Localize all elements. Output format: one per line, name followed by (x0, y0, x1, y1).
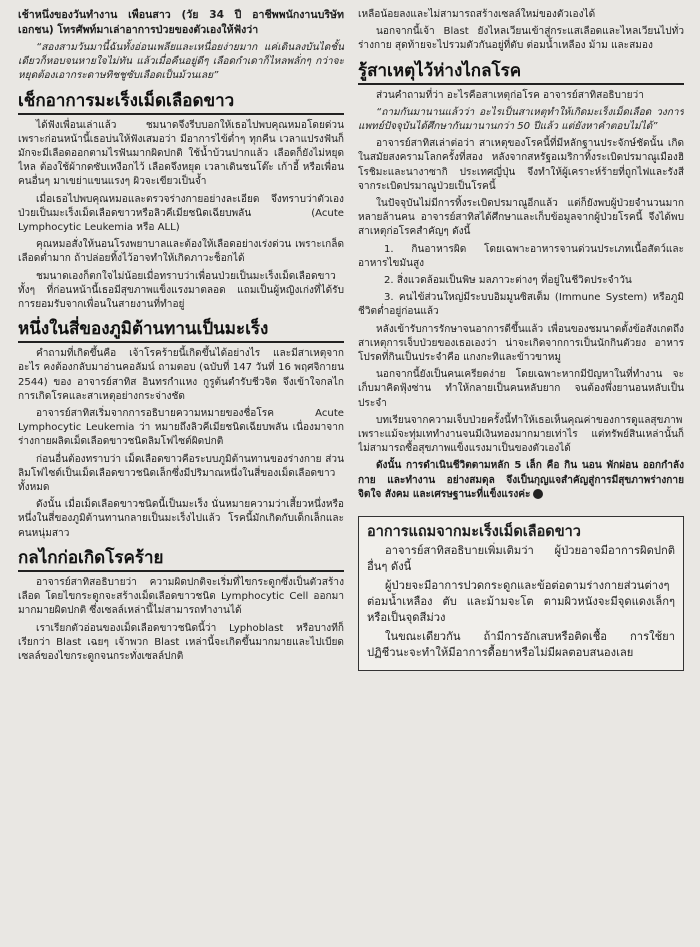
list-item: 3. คนไข้ส่วนใหญ่มีระบบอิมมูนซิสเต็ม (Immune System) หรือภูมิชีวิตต่ำอยู่ก่อนแล้ว (358, 292, 684, 318)
paragraph: หลังเข้ารับการรักษาจนอาการดีขึ้นแล้ว เพื่อนของชมนาดตั้งข้อสังเกตถึงสาเหตุการเจ็บป่วยของเธอเองว่า น่าจะเกิดจากการเป็นนักกินตัวยง อาหารโปรดที่กินเป็นประจำคือ แกงกะทิและข้าวขาหมู (358, 323, 684, 364)
continuation-text: เหลือน้อยลงและไม่สามารถสร้างเซลล์ใหม่ของตัวเองได้ (358, 9, 596, 20)
paragraph: เมื่อเธอไปพบคุณหมอและตรวจร่างกายอย่างละเอียด จึงทราบว่าตัวเองป่วยเป็นมะเร็งเม็ดเลือดขาวหรือลิวคีเมียชนิดเฉียบพลัน (Acute Lymphocytic Leukemia หรือ ALL) (18, 193, 344, 234)
paragraph: อาจารย์สาทิสอธิบายว่า ความผิดปกติจะเริ่มที่ไขกระดูกซึ่งเป็นตัวสร้างเลือด โดยไขกระดูกจะสร้างเม็ดเลือดขาวชนิด Lymphocytic Cell ออกมามากมายผิดปกติ ซึ่งเซลล์เหล่านี้ไม่สามารถทำงานได้ (18, 576, 344, 617)
left-column (18, 8, 344, 947)
sidebar-paragraph: ในขณะเดียวกัน ถ้ามีการอักเสบหรือติดเชื้อ การใช้ยาปฏิชีวนะจะทำให้มีอาการดื้อยาหรือไม่มีผลตอบสนองเลย (367, 630, 675, 660)
sidebar-paragraph: อาจารย์สาทิสอธิบายเพิ่มเติมว่า ผู้ป่วยอาจมีอาการผิดปกติอื่นๆ ดังนี้ (367, 544, 675, 574)
section-heading-mechanism: กลไกก่อเกิดโรคร้าย (18, 548, 344, 572)
section-heading-immunity: หนึ่งในสี่ของภูมิต้านทานเป็นมะเร็ง (18, 319, 344, 343)
end-mark-icon (533, 489, 543, 499)
paragraph: คุณหมอสั่งให้นอนโรงพยาบาลและต้องให้เลือดอย่างเร่งด่วน เพราะเกล็ดเลือดต่ำมาก ถ้าปล่อยทิ้งไว้อาจทำให้เกิดภาวะช็อกได้ (18, 239, 344, 265)
section-heading-symptoms: เช็กอาการมะเร็งเม็ดเลือดขาว (18, 91, 344, 115)
paragraph: เราเรียกตัวอ่อนของเม็ดเลือดขาวชนิดนี้ว่า Lyphoblast หรือบางทีก็เรียกว่า Blast เฉยๆ เจ้าพวก Blast เหล่านี้จะเกิดขึ้นมากมายและไปเบียดเซลล์ของไขกระดูกจนกระทั่งเซลล์ปกติ (18, 622, 344, 662)
intro-lead: เช้าหนึ่งของวันทำงาน เพื่อนสาว (วัย 34 ปี อาชีพพนักงานบริษัทเอกชน) โทรศัพท์มาเล่าอาการป่วยของตัวเองให้ฟังว่า (18, 9, 344, 36)
paragraph: ชมนาดเองก็ตกใจไม่น้อยเมื่อทราบว่าเพื่อนป่วยเป็นมะเร็งเม็ดเลือดขาว ทั้งๆ ที่ก่อนหน้านี้เธอมีสุขภาพแข็งแรงมาตลอด แถมเป็นผู้หญิงเก่งที่ได้รับการยอมรับจากเพื่อนในสายงานที่ทำอยู่ (18, 270, 344, 311)
causes-list (358, 243, 684, 320)
list-item: 2. สิ่งแวดล้อมเป็นพิษ มลภาวะต่างๆ ที่อยู่ในชีวิตประจำวัน (384, 275, 632, 287)
paragraph: อาจารย์สาทิสเล่าต่อว่า สาเหตุของโรคนี้ที่มีหลักฐานประจักษ์ชัดนั้น เกิดในสมัยสงครามโลกครั้งที่สอง หลังจากสหรัฐอเมริกาทิ้งระเบิดปรมาณูเมืองฮิโรชิมะและนางาซากิ ประเทศญี่ปุ่น จึงทำให้ผู้เคราะห์ร้ายที่ถูกไฟและรังสีจากระเบิดปรมาณูป่วยเป็นโรคนี้ (358, 138, 684, 192)
paragraph: อาจารย์สาทิสเริ่มจากการอธิบายความหมายของชื่อโรค Acute Lymphocytic Leukemia ว่า หมายถึงลิวคีเมียชนิดเฉียบพลัน เนื่องมาจากร่างกายผลิตเม็ดเลือดขาวชนิดลิมโฟไซต์ผิดปกติ (18, 408, 344, 448)
paragraph: บทเรียนจากความเจ็บป่วยครั้งนี้ทำให้เธอเห็นคุณค่าของการดูแลสุขภาพ เพราะแม้จะทุ่มเททำงานจนมีเงินทองมากมายเท่าไร แต่ทรัพย์สินเหล่านั้นก็ไม่สามารถซื้อสุขภาพแข็งแรงมาเป็นของตัวเองได้ (358, 414, 684, 455)
closing-text: ดังนั้น การดำเนินชีวิตตามหลัก 5 เล็ก คือ กิน นอน พักผ่อน ออกกำลังกาย และทำงาน อย่างสมดุล จึงเป็นกุญแจสำคัญสู่การมีสุขภาพร่างกาย จิตใจ สังคม และเศรษฐานะที่แข็งแรงค่ะ (358, 460, 684, 500)
paragraph: คำถามที่เกิดขึ้นคือ เจ้าโรคร้ายนี้เกิดขึ้นได้อย่างไร และมีสาเหตุจากอะไร คงต้องกลับมาอ่านคอลัมน์ ถามตอบ (ฉบับที่ 147 วันที่ 16 พฤศจิกายน 2544) ของ อาจารย์สาทิส อินทรกำแหง กูรูต้นตำรับชีวจิต จึงเข้าใจกลไกการเกิดโรคและสาเหตุอย่างกระจ่างชัด (18, 348, 344, 402)
closing-paragraph (358, 459, 684, 502)
intro-quote: “สองสามวันมานี้ฉันทั้งอ่อนเพลียและเหนื่อยง่ายมาก แค่เดินลงบันไดชั้นเดียวก็หอบจนหายใจไม่ทัน แล้วเมื่อคืนอยู่ดีๆ เลือดกำเดาก็ไหลพลั่กๆ กว่าจะหยุดต้องเอากระดาษทิชชูซับเลือดเป็นม้วนเลย” (18, 42, 344, 82)
paragraph: ก่อนอื่นต้องทราบว่า เม็ดเลือดขาวคือระบบภูมิต้านทานของร่างกาย ส่วนลิมโฟไซต์เป็นเม็ดเลือดขาวชนิดเล็กซึ่งมีปริมาณหนึ่งในสี่ของเม็ดเลือดขาวทั้งหมด (18, 453, 344, 494)
right-column (358, 8, 684, 947)
paragraph: นอกจากนี้ยังเป็นคนเครียดง่าย โดยเฉพาะหากมีปัญหาในที่ทำงาน จะเก็บมาคิดฟุ้งซ่าน ทำให้กลายเป็นคนหลับยาก จนต้องพึ่งยานอนหลับเป็นประจำ (358, 369, 684, 409)
list-item: 1. กินอาหารผิด โดยเฉพาะอาหารจานด่วนประเภทเนื้อสัตว์และอาหารไขมันสูง (358, 243, 684, 269)
sidebar-box (358, 516, 684, 671)
paragraph: ในปัจจุบันไม่มีการทิ้งระเบิดปรมาณูอีกแล้ว แต่ก็ยังพบผู้ป่วยจำนวนมากหลายล้านคน อาจารย์สาทิสได้ศึกษาและเก็บข้อมูลจากผู้ป่วยโรคนี้ จึงได้พบสาเหตุก่อโรคสำคัญๆ ดังนี้ (358, 198, 684, 238)
section-heading-causes: รู้สาเหตุไว้ห่างไกลโรค (358, 61, 684, 85)
paragraph: ดังนั้น เมื่อเม็ดเลือดขาวชนิดนี้เป็นมะเร็ง นั่นหมายความว่าเสี้ยวหนึ่งหรือหนึ่งในสี่ของภูมิต้านทานกลายเป็นมะเร็งไปแล้ว โรคนี้มักเกิดกับเด็กเล็กและคนหนุ่มสาว (18, 499, 344, 539)
paragraph: ส่วนคำถามที่ว่า อะไรคือสาเหตุก่อโรค อาจารย์สาทิสอธิบายว่า (376, 89, 644, 101)
sidebar-paragraph: ผู้ป่วยจะมีอาการปวดกระดูกและข้อต่อตามร่างกายส่วนต่างๆ ต่อมน้ำเหลือง ตับ และม้ามจะโต ตามผิวหนังจะมีจุดแดงเล็กๆ หรือเป็นจุดสีม่วง (367, 579, 675, 625)
pull-quote: “ถามกันมานานแล้วว่า อะไรเป็นสาเหตุทำให้เกิดมะเร็งเม็ดเลือด วงการแพทย์ปัจจุบันได้ศึกษากันมานานกว่า 50 ปีแล้ว แต่ยังหาคำตอบไม่ได้” (358, 106, 684, 133)
paragraph: ได้ฟังเพื่อนเล่าแล้ว ชมนาดจึงรีบบอกให้เธอไปพบคุณหมอโดยด่วน เพราะก่อนหน้านี้เธอบ่นให้ฟังเสมอว่า มีอาการไข้ต่ำๆ ทุกคืน เวลาแปรงฟันก็มักจะมีเลือดออกตามไรฟันมากผิดปกติ ใช้น้ำบ้วนปากแล้ว เลือดก็ยังไม่หยุดไหล ต้องใช้ผ้ากดซับเหงือกไว้ เลือดจึงหยุด เวลาเดินชนโต๊ะ เก้าอี้ หรือเพื่อนคนอื่นๆ มาเขย่าแขนแรงๆ ผิวจะเขียวเป็นจ้ำ (18, 119, 344, 188)
paragraph: นอกจากนี้เจ้า Blast ยังไหลเวียนเข้าสู่กระแสเลือดและไหลเวียนไปทั่วร่างกาย สุดท้ายจะไปรวมตัวกันอยู่ที่ตับ ต่อมน้ำเหลือง ม้าม และสมอง (358, 26, 684, 52)
sidebar-title: อาการแถมจากมะเร็งเม็ดเลือดขาว (367, 524, 581, 541)
